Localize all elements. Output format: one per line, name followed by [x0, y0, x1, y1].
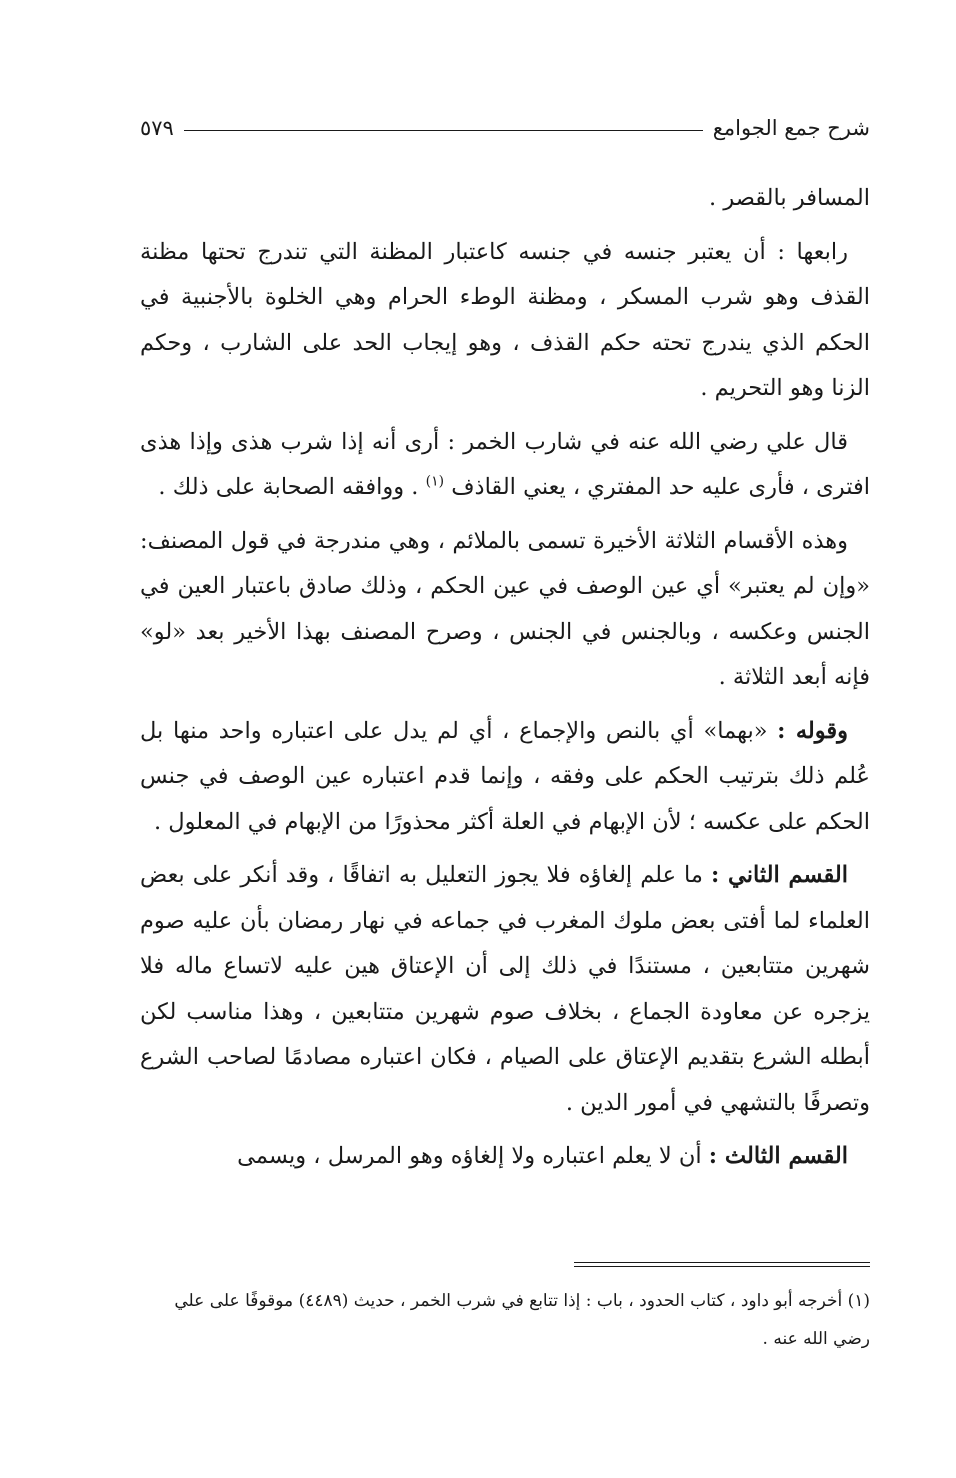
footnote-ref[interactable]: (١)	[425, 473, 445, 490]
paragraph-2: رابعها : أن يعتبر جنسه في جنسه كاعتبار المظنة التي تندرج تحتها مظنة القذف وهو شرب المسكر ، ومظنة الوطء الحرام وهي الخلوة بالأجنبية في الحكم الذي يندرج تحته حكم القذف ، وهو إيجاب الحد على الشارب ، وحكم الزنا وهو التحريم .	[140, 238, 870, 401]
running-header	[140, 110, 870, 146]
header-rule	[184, 130, 703, 131]
paragraph-6: القسم الثاني : ما علم إلغاؤه فلا يجوز التعليل به اتفاقًا ، وقد أنكر على بعض العلماء لما أفتى بعض ملوك المغرب في جماعه في نهار رمضان بأن عليه صوم شهرين متتابعين ، مستندًا في ذلك إلى أن الإعتاق هين عليه لاتساع ماله فلا يزجره عن معاودة الجماع ، بخلاف صوم شهرين متتابعين ، وهذا مناسب لكن أبطله الشرع بتقديم الإعتاق على الصيام ، فكان اعتباره مصادمًا لصاحب الشرع وتصرفًا بالتشهي في أمور الدين .	[140, 862, 870, 1116]
footnote-divider	[574, 1262, 870, 1267]
paragraph-lead: وقوله :	[777, 717, 848, 744]
body-text	[140, 176, 870, 1180]
paragraph-4: وهذه الأقسام الثلاثة الأخيرة تسمى بالملائم ، وهي مندرجة في قول المصنف: «وإن لم يعتبر» أي عين الوصف في عين الحكم ، وذلك صادق باعتبار العين في الجنس وعكسه ، وبالجنس في الجنس ، وصرح المصنف بهذا الأخير بعد «لو» فإنه أبعد الثلاثة .	[140, 527, 870, 690]
page-number: ٥٧٩	[140, 116, 174, 140]
paragraph-3: قال علي رضي الله عنه في شارب الخمر : أرى أنه إذا شرب هذى وإذا هذى افترى ، فأرى عليه حد المفتري ، يعني القاذف $^{(١)}$ . ووافقه الصحابة على ذلك .	[140, 428, 870, 500]
page	[140, 110, 870, 1188]
footnotes	[140, 1282, 870, 1358]
paragraph-7: القسم الثالث : أن لا يعلم اعتباره ولا إلغاؤه وهو المرسل ، ويسمى	[237, 1143, 848, 1169]
footnote-1: (١) أخرجه أبو داود ، كتاب الحدود ، باب : إذا تتابع في شرب الخمر ، حديث (٤٤٨٩) موقوفًا على علي رضي الله عنه .	[174, 1291, 870, 1349]
section-heading-second: القسم الثاني :	[711, 862, 849, 888]
paragraph-1: المسافر بالقصر .	[709, 185, 870, 211]
header-title: شرح جمع الجوامع	[712, 116, 870, 140]
section-heading-third: القسم الثالث :	[708, 1143, 848, 1169]
paragraph-5: وقوله : «بهما» أي بالنص والإجماع ، أي لم يدل على اعتباره واحد منها بل عُلم ذلك بترتيب الحكم على وفقه ، وإنما قدم اعتباره عين الوصف في جنس الحكم على عكسه ؛ لأن الإبهام في العلة أكثر محذورًا من الإبهام في المعلول .	[140, 717, 870, 835]
